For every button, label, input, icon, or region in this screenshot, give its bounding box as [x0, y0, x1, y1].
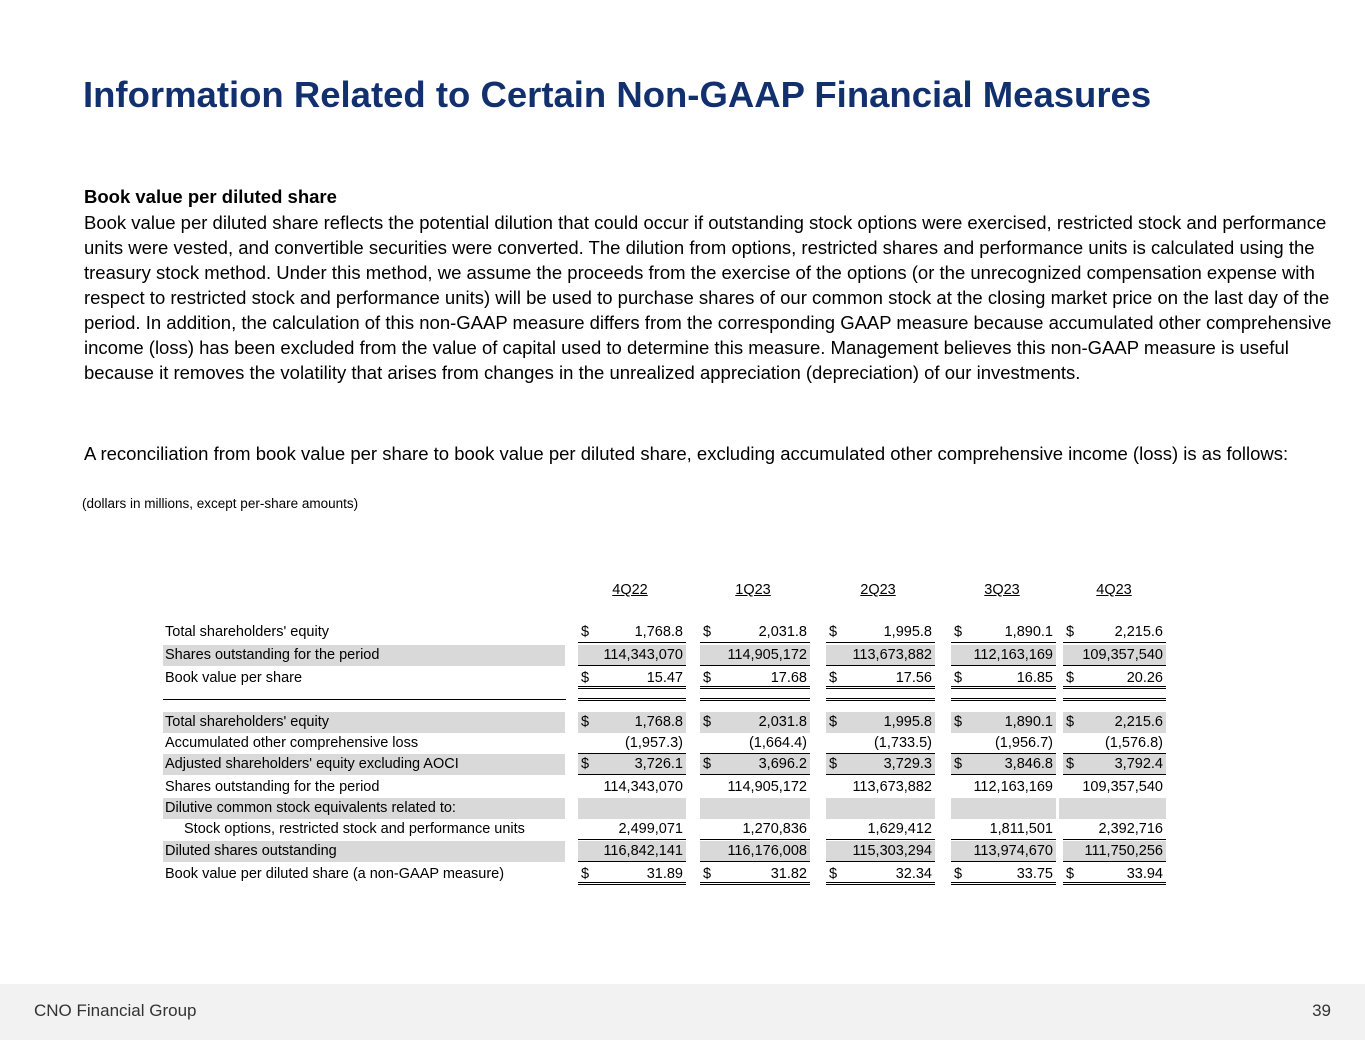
row-label: Total shareholders' equity [165, 624, 329, 640]
row-label: Shares outstanding for the period [165, 779, 380, 795]
table-cell [826, 864, 935, 885]
table-cell [700, 622, 810, 643]
column-header-4q23: 4Q23 [1096, 582, 1132, 598]
dollar-sign: $ [1066, 756, 1075, 772]
section-divider [163, 699, 566, 700]
cell-value: 109,357,540 [1082, 647, 1163, 663]
cell-value: 112,163,169 [973, 647, 1053, 663]
dollar-sign: $ [581, 714, 590, 730]
table-cell [826, 841, 935, 862]
dollar-sign: $ [954, 714, 963, 730]
row-label: Dilutive common stock equivalents related to: [163, 798, 565, 819]
cell-value: 114,343,070 [603, 647, 683, 663]
table-cell [951, 668, 1056, 689]
table-cell [578, 622, 686, 643]
table-cell [826, 754, 935, 775]
dollar-sign: $ [703, 670, 712, 686]
column-divider-double [951, 698, 1056, 701]
table-cell [700, 712, 810, 733]
dollar-sign: $ [581, 866, 590, 882]
cell-value: 33.75 [1016, 866, 1053, 882]
cell-value: 33.94 [1126, 866, 1163, 882]
cell-value: 15.47 [646, 670, 683, 686]
dollar-sign: $ [581, 756, 590, 772]
table-row [163, 645, 1168, 666]
table-cell [700, 864, 810, 885]
cell-value: 3,729.3 [883, 756, 932, 772]
table-cell [826, 668, 935, 689]
cell-value: (1,956.7) [994, 735, 1053, 751]
cell-value: 1,995.8 [883, 714, 932, 730]
table-cell [826, 645, 935, 666]
cell-value: 1,768.8 [634, 624, 683, 640]
dollar-sign: $ [954, 866, 963, 882]
table-cell [578, 733, 686, 754]
row-label: Accumulated other comprehensive loss [165, 735, 419, 751]
table-cell [1063, 819, 1166, 840]
dollar-sign: $ [1066, 624, 1075, 640]
cell-value: 20.26 [1126, 670, 1163, 686]
cell-value: 31.82 [770, 866, 807, 882]
table-cell [951, 712, 1056, 733]
dollar-sign: $ [1066, 714, 1075, 730]
dollar-sign: $ [581, 624, 590, 640]
dollar-sign: $ [829, 756, 838, 772]
cell-value: 109,357,540 [1082, 779, 1163, 795]
table-cell [1063, 754, 1166, 775]
table-cell [700, 841, 810, 862]
cell-value: 1,270,836 [742, 821, 807, 837]
dollar-sign: $ [703, 624, 712, 640]
cell-value: 116,176,008 [727, 843, 807, 859]
table-cell [1063, 668, 1166, 689]
row-label: Total shareholders' equity [163, 712, 565, 733]
table-cell [951, 819, 1056, 840]
cell-value: 2,031.8 [758, 714, 807, 730]
cell-value: 115,303,294 [852, 843, 932, 859]
table-row [163, 622, 1168, 643]
cell-value: 1,890.1 [1004, 714, 1053, 730]
table-cell [578, 712, 686, 733]
cell-value: 32.34 [895, 866, 932, 882]
table-cell [700, 777, 810, 798]
table-row [163, 777, 1168, 798]
cell-value: 17.56 [895, 670, 932, 686]
section-heading: Book value per diluted share [84, 186, 337, 207]
table-cell [700, 668, 810, 689]
dollar-sign: $ [1066, 866, 1075, 882]
dollar-sign: $ [829, 670, 838, 686]
page-title: Information Related to Certain Non-GAAP Financial Measures [83, 74, 1152, 115]
cell-value: 3,846.8 [1004, 756, 1053, 772]
row-label: Shares outstanding for the period [163, 645, 565, 666]
table-cell [1063, 777, 1166, 798]
table-cell [951, 777, 1056, 798]
page-number: 39 [1312, 1001, 1331, 1020]
table-cell [578, 841, 686, 862]
cell-value: 31.89 [646, 866, 683, 882]
table-cell [578, 645, 686, 666]
cell-value: 2,392,716 [1098, 821, 1163, 837]
column-divider-double [700, 698, 810, 701]
table-cell [826, 777, 935, 798]
table-cell [951, 841, 1056, 862]
intro-paragraph: A reconciliation from book value per share to book value per diluted share, excluding accumulated other comprehensive income (loss) is as follows: [84, 443, 1289, 464]
cell-value: 1,811,501 [989, 821, 1053, 837]
row-label: Stock options, restricted stock and performance units [184, 821, 525, 837]
dollar-sign: $ [829, 714, 838, 730]
column-divider-double [578, 698, 686, 701]
table-cell [700, 754, 810, 775]
footer-bar [0, 984, 1365, 1040]
dollar-sign: $ [954, 756, 963, 772]
column-divider-double [1063, 698, 1166, 701]
table-row [163, 668, 1168, 689]
table-cell [826, 622, 935, 643]
cell-value: 3,726.1 [634, 756, 683, 772]
table-row [163, 754, 1168, 775]
cell-value: (1,664.4) [748, 735, 807, 751]
table-row [163, 819, 1168, 840]
cell-value: 114,343,070 [603, 779, 683, 795]
table-cell [700, 645, 810, 666]
cell-value: 113,673,882 [852, 647, 932, 663]
cell-value: 1,768.8 [634, 714, 683, 730]
table-cell [1059, 798, 1166, 819]
dollar-sign: $ [829, 866, 838, 882]
table-row [163, 733, 1168, 754]
row-label: Diluted shares outstanding [163, 841, 565, 862]
table-cell [1063, 841, 1166, 862]
cell-value: 2,031.8 [758, 624, 807, 640]
table-row [163, 864, 1168, 885]
table-cell [951, 864, 1056, 885]
dollar-sign: $ [1066, 670, 1075, 686]
table-cell [951, 622, 1056, 643]
table-row [163, 841, 1168, 862]
table-cell [700, 798, 810, 819]
cell-value: 1,629,412 [867, 821, 932, 837]
table-cell [1063, 733, 1166, 754]
cell-value: 2,215.6 [1114, 624, 1163, 640]
row-label: Book value per diluted share (a non-GAAP measure) [165, 866, 505, 882]
cell-value: 2,499,071 [618, 821, 683, 837]
footer-company: CNO Financial Group [34, 1001, 197, 1020]
column-divider-double [826, 698, 935, 701]
cell-value: 3,696.2 [758, 756, 807, 772]
dollar-sign: $ [954, 670, 963, 686]
dollar-sign: $ [581, 670, 590, 686]
table-cell [1063, 622, 1166, 643]
table-cell [826, 733, 935, 754]
cell-value: 16.85 [1016, 670, 1053, 686]
row-label: Adjusted shareholders' equity excluding AOCI [163, 754, 565, 775]
dollar-sign: $ [829, 624, 838, 640]
table-cell [1063, 712, 1166, 733]
cell-value: 114,905,172 [727, 779, 807, 795]
cell-value: 113,974,670 [973, 843, 1053, 859]
table-cell [700, 819, 810, 840]
cell-value: (1,576.8) [1104, 735, 1163, 751]
cell-value: 114,905,172 [727, 647, 807, 663]
column-header-1q23: 1Q23 [735, 582, 771, 598]
table-cell [578, 777, 686, 798]
cell-value: 2,215.6 [1114, 714, 1163, 730]
table-cell [578, 864, 686, 885]
column-header-3q23: 3Q23 [984, 582, 1020, 598]
table-cell [951, 754, 1056, 775]
row-label: Book value per share [165, 670, 303, 686]
cell-value: 3,792.4 [1114, 756, 1163, 772]
table-cell [1063, 864, 1166, 885]
table-cell [1063, 645, 1166, 666]
table-cell [826, 798, 935, 819]
dollar-sign: $ [703, 866, 712, 882]
cell-value: 113,673,882 [852, 779, 932, 795]
cell-value: 1,890.1 [1004, 624, 1053, 640]
table-cell [578, 798, 686, 819]
dollar-sign: $ [954, 624, 963, 640]
column-header-2q23: 2Q23 [860, 582, 896, 598]
table-cell [826, 712, 935, 733]
cell-value: 111,750,256 [1084, 843, 1163, 859]
table-row [163, 798, 1168, 819]
cell-value: 17.68 [770, 670, 807, 686]
table-cell [578, 754, 686, 775]
table-cell [951, 798, 1056, 819]
cell-value: (1,733.5) [873, 735, 932, 751]
cell-value: 112,163,169 [973, 779, 1053, 795]
units-note: (dollars in millions, except per-share amounts) [82, 496, 359, 511]
table-cell [700, 733, 810, 754]
table-row [163, 712, 1168, 733]
body-paragraph: Book value per diluted share reflects the potential dilution that could occur if outstanding stock options were exercised, restricted stock and performance units were vested, and convertible securities were converted. The dilution from options, restricted shares and performance units is calculated using the treasury stock method. Under this method, we assume the proceeds from the exercise of the options (or the unrecognized compensation expense with respect to restricted stock and performance units) will be used to purchase shares of our common stock at the closing market price on the last day of the period. In addition, the calculation of this non-GAAP measure differs from the corresponding GAAP measure because accumulated other comprehensive income (loss) has been excluded from the value of capital used to determine this measure. Management believes this non-GAAP measure is useful because it removes the volatility that arises from changes in the unrealized appreciation (depreciation) of our investments. [84, 212, 1332, 383]
dollar-sign: $ [703, 714, 712, 730]
cell-value: (1,957.3) [624, 735, 683, 751]
cell-value: 1,995.8 [883, 624, 932, 640]
dollar-sign: $ [703, 756, 712, 772]
table-cell [951, 645, 1056, 666]
cell-value: 116,842,141 [603, 843, 683, 859]
table-cell [578, 819, 686, 840]
table-cell [951, 733, 1056, 754]
table-cell [826, 819, 935, 840]
table-cell [578, 668, 686, 689]
column-header-4q22: 4Q22 [612, 582, 648, 598]
